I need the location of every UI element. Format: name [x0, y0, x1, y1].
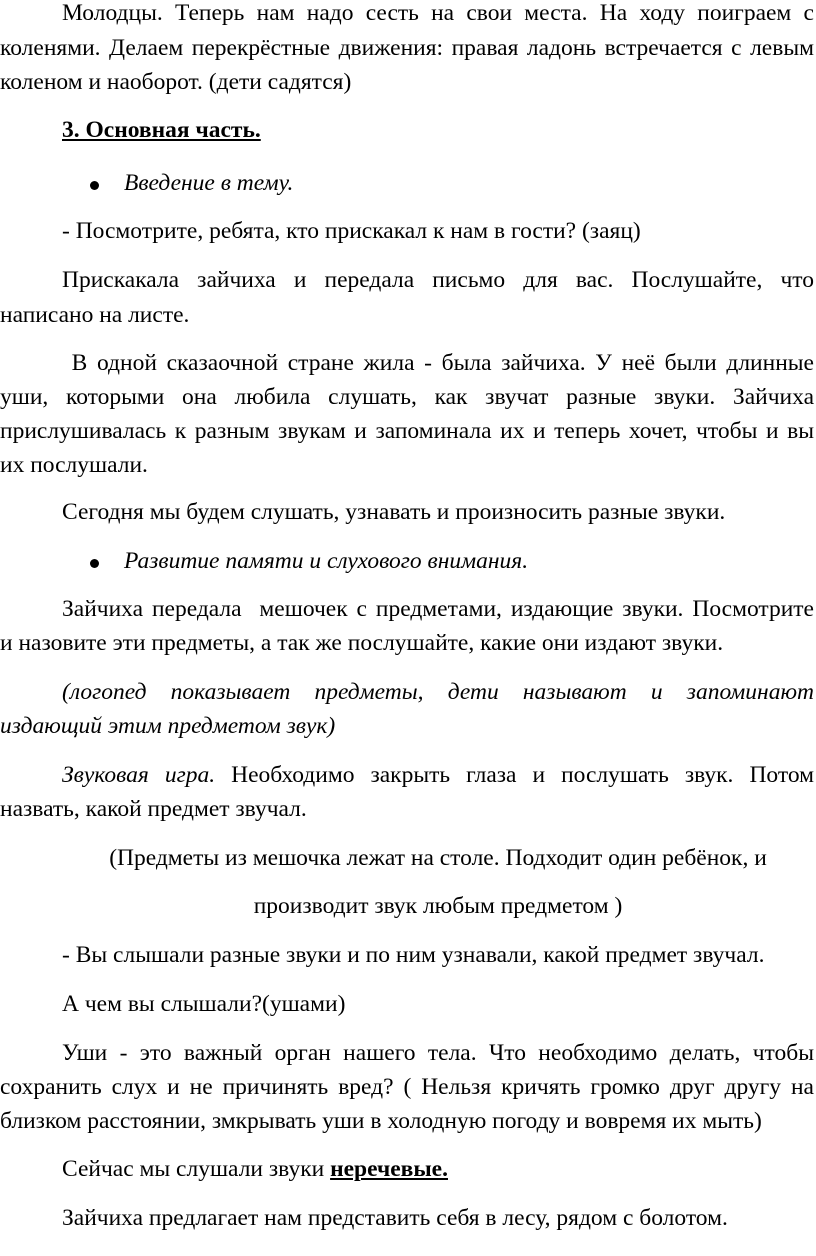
paragraph-line: Зайчиха передала мешочек с предметами, издающие звуки. Посмотрите — [62, 596, 814, 622]
paragraph-line: сохранить слух и не причинять вред? ( Нельзя кричять громко друг другу на — [0, 1074, 814, 1100]
bullet-icon — [90, 559, 99, 568]
paragraph-line: - Вы слышали разные звуки и по ним узнавали, какой предмет звучал. — [62, 942, 765, 968]
paragraph-line: прислушивалась к разным звукам и запоминала их и теперь хочет, чтобы и вы — [0, 418, 814, 444]
section-heading: 3. Основная часть. — [62, 117, 261, 143]
paragraph-line: Зайчиха предлагает нам представить себя в лесу, рядом с болотом. — [62, 1205, 728, 1231]
paragraph-line — [0, 760, 814, 790]
paragraph-line: Уши - это важный орган нашего тела. Что необходимо делать, чтобы — [62, 1040, 814, 1066]
paragraph-line: их послушали. — [0, 452, 148, 478]
paragraph-line: В одной сказаочной стране жила - была зайчиха. У неё были длинные — [62, 350, 814, 376]
paragraph-line: - Посмотрите, ребята, кто прискакал к нам в гости? (заяц) — [62, 218, 641, 244]
paragraph-line: уши, которыми она любила слушать, как звучат разные звуки. Зайчиха — [0, 384, 814, 410]
paragraph-line: коленями. Делаем перекрёстные движения: правая ладонь встречается с левым — [0, 35, 814, 61]
game-label: Звуковая игра. — [62, 762, 216, 788]
paragraph-line: и назовите эти предметы, а так же послушайте, какие они издают звуки. — [0, 630, 724, 656]
centered-line: производит звук любым предметом ) — [253, 893, 623, 919]
bullet-item: Введение в тему. — [124, 170, 294, 196]
game-text: Необходимо закрыть глаза и послушать звук. Потом — [215, 762, 814, 788]
emphasized-word: неречевые. — [330, 1156, 448, 1182]
bullet-icon — [90, 181, 99, 190]
paragraph-line: написано на листе. — [0, 302, 190, 328]
paragraph-line: А чем вы слышали?(ушами) — [62, 991, 346, 1017]
paragraph-line: Прискакала зайчиха и передала письмо для вас. Послушайте, что — [62, 267, 814, 293]
paragraph-line: (логопед показывает предметы, дети называют и запоминают — [62, 679, 814, 705]
paragraph-line: назвать, какой предмет звучал. — [0, 796, 307, 822]
centered-line: (Предметы из мешочка лежат на столе. Подходит один ребёнок, и — [109, 845, 767, 871]
sentence-start: Сейчас мы слушали звуки — [62, 1156, 331, 1182]
paragraph-line: Сегодня мы будем слушать, узнавать и произносить разные звуки. — [62, 499, 726, 525]
paragraph-line: близком расстоянии, змкрывать уши в холодную погоду и вовремя их мыть) — [0, 1108, 762, 1134]
paragraph-line — [62, 1154, 448, 1184]
paragraph-line: Молодцы. Теперь нам надо сесть на свои места. На ходу поиграем с — [62, 0, 814, 26]
bullet-item: Развитие памяти и слухового внимания. — [124, 548, 529, 574]
paragraph-line: издающий этим предметом звук) — [0, 713, 336, 739]
paragraph-line: коленом и наоборот. (дети садятся) — [0, 69, 352, 95]
